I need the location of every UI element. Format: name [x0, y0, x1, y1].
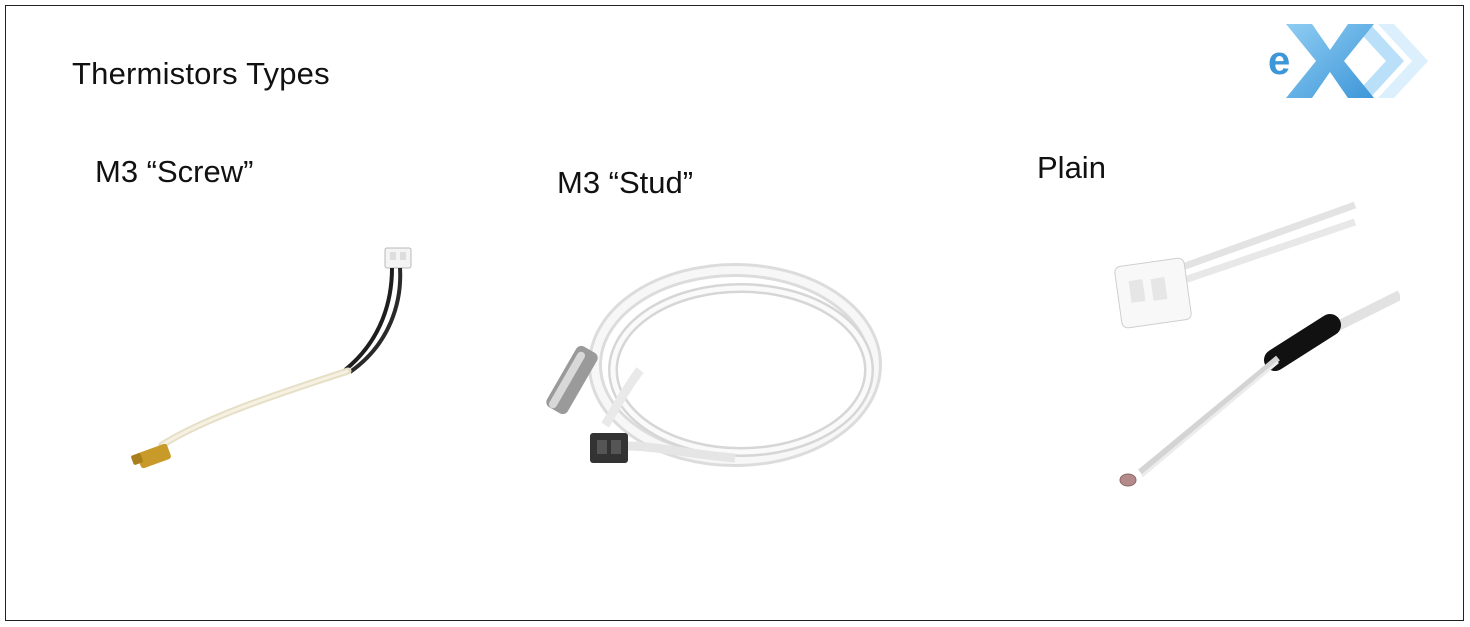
screw-thermistor-photo — [120, 240, 440, 480]
ex-logo-icon — [1256, 20, 1436, 102]
plain-thermistor-photo — [1100, 200, 1400, 510]
stud-thermistor-photo — [545, 260, 905, 490]
slide-title: Thermistors Types — [72, 56, 330, 91]
type-label-screw: M3 “Screw” — [95, 154, 254, 189]
type-label-stud: M3 “Stud” — [557, 165, 694, 200]
type-label-plain: Plain — [1037, 150, 1106, 185]
svg-text:e: e — [1268, 39, 1291, 83]
